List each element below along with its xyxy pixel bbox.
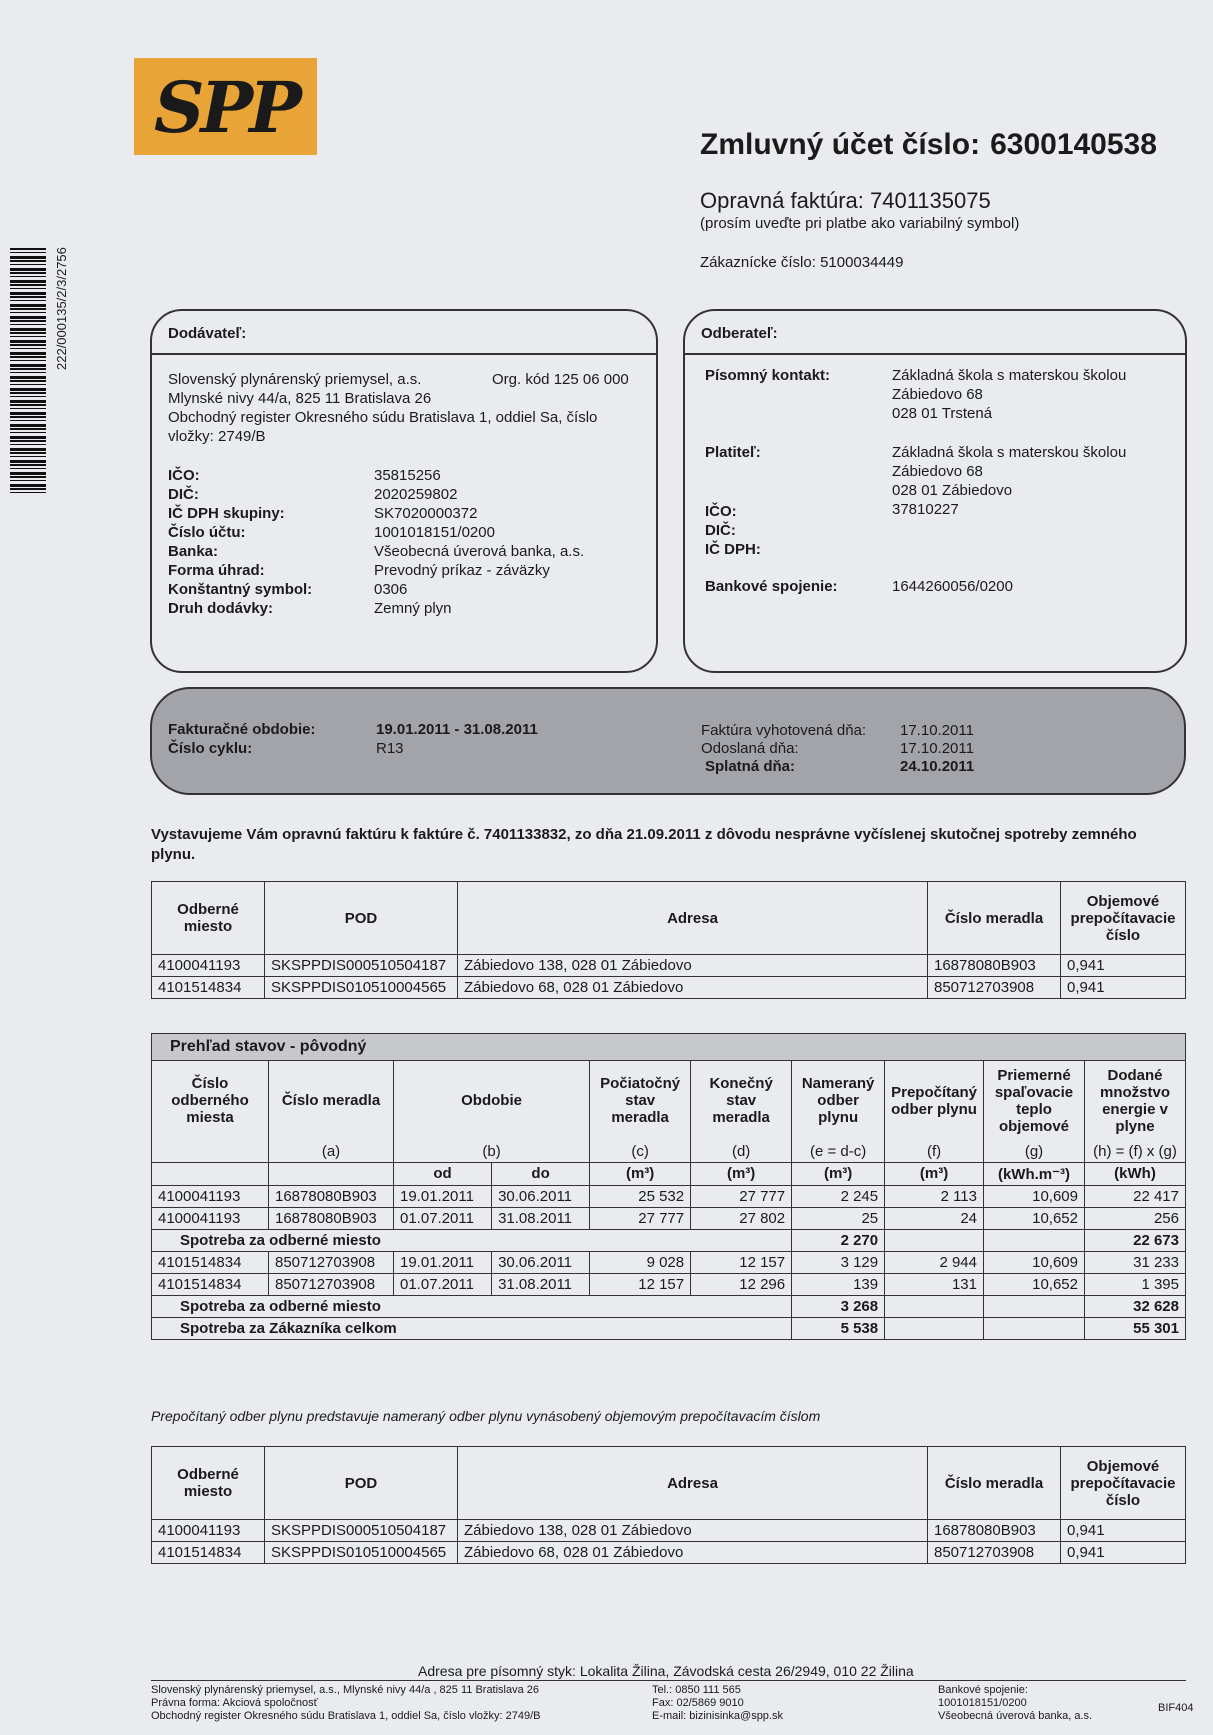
col-adresa: Adresa	[458, 1447, 928, 1520]
footer-divider	[151, 1680, 1186, 1681]
footer-contact-line: E-mail: bizinisinka@spp.sk	[652, 1710, 783, 1722]
sent-label: Odoslaná dňa:	[701, 740, 799, 757]
cell: 2 944	[885, 1251, 984, 1273]
payer-line: 028 01 Zábiedovo	[892, 482, 1013, 499]
invoice-number-line	[700, 188, 991, 214]
col-pod: POD	[265, 882, 458, 955]
supplier-field-value: 35815256	[374, 467, 441, 484]
cell: 139	[792, 1273, 885, 1295]
cell: 2 245	[792, 1185, 885, 1207]
cell: 10,609	[984, 1185, 1085, 1207]
cell: 10,652	[984, 1207, 1085, 1229]
table-row	[152, 955, 1186, 977]
cell: 850712703908	[928, 1542, 1061, 1564]
supplier-field-label: IČO:	[168, 467, 200, 484]
cell: 10,609	[984, 1251, 1085, 1273]
cell: 850712703908	[928, 977, 1061, 999]
footer-address: Adresa pre písomný styk: Lokalita Žilina, Závodská cesta 26/2949, 010 22 Žilina	[418, 1663, 914, 1679]
cycle-value: R13	[376, 740, 404, 757]
cell: Zábiedovo 138, 028 01 Zábiedovo	[458, 955, 928, 977]
cell: Zábiedovo 138, 028 01 Zábiedovo	[458, 1520, 928, 1542]
subtotal-row	[152, 1295, 1186, 1317]
unit-cell: (m³)	[792, 1162, 885, 1185]
cell: 4100041193	[152, 955, 265, 977]
cell: 01.07.2011	[394, 1207, 492, 1229]
contact-line: 028 01 Trstená	[892, 405, 993, 422]
cell: 16878080B903	[269, 1185, 394, 1207]
cell	[984, 1229, 1085, 1251]
footer-contact	[652, 1684, 783, 1723]
subtotal-energy: 32 628	[1085, 1295, 1186, 1317]
cell: 19.01.2011	[394, 1185, 492, 1207]
supplier-field-value: 2020259802	[374, 486, 458, 503]
customer-divider	[685, 353, 1185, 355]
supplier-register-2: vložky: 2749/B	[168, 428, 266, 445]
period-box	[150, 687, 1186, 795]
customer-number: 5100034449	[820, 254, 904, 271]
subtotal-label: Spotreba za odberné miesto	[152, 1229, 792, 1251]
cell: 30.06.2011	[492, 1251, 590, 1273]
supplier-field-value: Zemný plyn	[374, 600, 452, 617]
col-pociatocny: Počiatočný stav meradla	[590, 1061, 691, 1141]
cell: 256	[1085, 1207, 1186, 1229]
subtotal-label: Spotreba za odberné miesto	[152, 1295, 792, 1317]
overview-note: Prepočítaný odber plynu predstavuje nameraný odber plynu vynásobený objemovým prepočítavacím číslom	[151, 1408, 821, 1424]
footer-bank	[938, 1684, 1092, 1723]
contract-title	[700, 128, 1157, 162]
overview-letters-row	[152, 1141, 1186, 1163]
footer-code: BIF404	[1158, 1702, 1194, 1714]
contact-line: Zábiedovo 68	[892, 386, 983, 403]
cell: Zábiedovo 68, 028 01 Zábiedovo	[458, 977, 928, 999]
cell: 16878080B903	[928, 955, 1061, 977]
cell: SKSPPDIS010510004565	[265, 977, 458, 999]
cell: 27 777	[590, 1207, 691, 1229]
cell: 31.08.2011	[492, 1207, 590, 1229]
cell: SKSPPDIS000510504187	[265, 955, 458, 977]
cell: 0,941	[1061, 977, 1186, 999]
cell: 27 802	[691, 1207, 792, 1229]
col-obdobie: Obdobie	[394, 1061, 590, 1141]
overview-units-row	[152, 1162, 1186, 1185]
cell	[984, 1317, 1085, 1339]
col-prepocitany: Prepočítaný odber plynu	[885, 1061, 984, 1141]
cell: 12 296	[691, 1273, 792, 1295]
footer-bank-line: 1001018151/0200	[938, 1697, 1027, 1709]
supplier-field-value: 1001018151/0200	[374, 524, 495, 541]
unit-cell: (kWh)	[1085, 1162, 1186, 1185]
pod-table-2	[151, 1446, 1186, 1564]
bank-label: Bankové spojenie:	[705, 578, 838, 595]
cell: Zábiedovo 68, 028 01 Zábiedovo	[458, 1542, 928, 1564]
subtotal-measured: 2 270	[792, 1229, 885, 1251]
footer-left-line: Právna forma: Akciová spoločnosť	[151, 1697, 318, 1709]
sent-value: 17.10.2011	[900, 740, 974, 757]
cell: 27 777	[691, 1185, 792, 1207]
col-odberne-miesto: Odberné miesto	[152, 1447, 265, 1520]
supplier-register: Obchodný register Okresného súdu Bratislava 1, oddiel Sa, číslo	[168, 409, 598, 426]
unit-cell	[269, 1162, 394, 1185]
cell: 9 028	[590, 1251, 691, 1273]
subtotal-row	[152, 1229, 1186, 1251]
due-value: 24.10.2011	[900, 758, 975, 775]
cell: 4100041193	[152, 1185, 269, 1207]
supplier-field-value: Prevodný príkaz - záväzky	[374, 562, 550, 579]
letter-cell: (d)	[691, 1141, 792, 1163]
footer-left-line: Slovenský plynárenský priemysel, a.s., Mlynské nivy 44/a , 825 11 Bratislava 26	[151, 1684, 540, 1696]
col-konecny: Konečný stav meradla	[691, 1061, 792, 1141]
cell: 25 532	[590, 1185, 691, 1207]
from-label: od	[394, 1162, 492, 1185]
letter-cell: (a)	[269, 1141, 394, 1163]
footer-left	[151, 1684, 541, 1723]
cell: 24	[885, 1207, 984, 1229]
issued-label: Faktúra vyhotovená dňa:	[701, 722, 867, 739]
letter-cell	[152, 1141, 269, 1163]
col-dodane: Dodané množstvo energie v plyne	[1085, 1061, 1186, 1141]
intro-text: Vystavujeme Vám opravnú faktúru k faktúre č. 7401133832, zo dňa 21.09.2011 z dôvodu nesprávne vyčíslenej skutočnej spotreby zemného plynu.	[151, 826, 1137, 863]
table-row	[152, 977, 1186, 999]
overview-title: Prehľad stavov - pôvodný	[152, 1034, 1186, 1061]
cell	[984, 1295, 1085, 1317]
cell: 850712703908	[269, 1251, 394, 1273]
supplier-field-label: Konštantný symbol:	[168, 581, 313, 598]
payer-line: Základná škola s materskou školou	[892, 444, 1127, 461]
subtotal-energy: 22 673	[1085, 1229, 1186, 1251]
cycle-label: Číslo cyklu:	[168, 740, 253, 757]
cell: 19.01.2011	[394, 1251, 492, 1273]
letter-cell: (h) = (f) x (g)	[1085, 1141, 1186, 1163]
supplier-box	[150, 309, 658, 673]
cell: 4101514834	[152, 1273, 269, 1295]
customer-ico-label: IČO:	[705, 503, 737, 520]
footer-bank-line: Bankové spojenie:	[938, 1684, 1028, 1696]
overview-header-row	[152, 1061, 1186, 1141]
overview-table	[151, 1033, 1186, 1340]
letter-cell: (f)	[885, 1141, 984, 1163]
footer-contact-line: Tel.: 0850 111 565	[652, 1684, 741, 1696]
customer-title: Odberateľ:	[701, 325, 778, 342]
cell: 30.06.2011	[492, 1185, 590, 1207]
supplier-field-label: DIČ:	[168, 486, 199, 503]
table-row	[152, 1273, 1186, 1295]
table-row	[152, 1251, 1186, 1273]
supplier-field-value: SK7020000372	[374, 505, 478, 522]
cell	[885, 1317, 984, 1339]
supplier-divider	[152, 353, 656, 355]
unit-cell	[152, 1162, 269, 1185]
cell: 1 395	[1085, 1273, 1186, 1295]
logo-text: SPP	[154, 66, 298, 149]
col-odberne: Číslo odberného miesta	[152, 1061, 269, 1141]
total-energy: 55 301	[1085, 1317, 1186, 1339]
due-label: Splatná dňa:	[705, 758, 796, 775]
footer-bank-line: Všeobecná úverová banka, a.s.	[938, 1710, 1093, 1722]
cell: 131	[885, 1273, 984, 1295]
total-row	[152, 1317, 1186, 1339]
table-header-row	[152, 1447, 1186, 1520]
supplier-field-label: Forma úhrad:	[168, 562, 265, 579]
letter-cell: (c)	[590, 1141, 691, 1163]
customer-label: Zákaznícke číslo:	[700, 254, 816, 271]
pod-table	[151, 881, 1186, 999]
period-value: 19.01.2011 - 31.08.2011	[376, 721, 538, 738]
col-adresa: Adresa	[458, 882, 928, 955]
customer-ico-value: 37810227	[892, 501, 959, 518]
cell: 16878080B903	[928, 1520, 1061, 1542]
cell: 31 233	[1085, 1251, 1186, 1273]
issued-value: 17.10.2011	[900, 722, 974, 739]
invoice-number: 7401135075	[870, 188, 991, 213]
cell: 25	[792, 1207, 885, 1229]
payer-label: Platiteľ:	[705, 444, 761, 461]
unit-cell: (m³)	[885, 1162, 984, 1185]
contact-label: Písomný kontakt:	[705, 367, 831, 384]
barcode	[10, 248, 46, 493]
customer-dic-label: DIČ:	[705, 522, 736, 539]
cell: 4101514834	[152, 977, 265, 999]
customer-icdph-label: IČ DPH:	[705, 541, 761, 558]
col-odberne-miesto: Odberné miesto	[152, 882, 265, 955]
cell: SKSPPDIS000510504187	[265, 1520, 458, 1542]
cell: SKSPPDIS010510004565	[265, 1542, 458, 1564]
table-row	[152, 1207, 1186, 1229]
table-header-row	[152, 882, 1186, 955]
col-cislo-meradla: Číslo meradla	[928, 882, 1061, 955]
letter-cell: (e = d-c)	[792, 1141, 885, 1163]
contract-label: Zmluvný účet číslo:	[700, 128, 981, 161]
supplier-field-value: 0306	[374, 581, 408, 598]
col-pod: POD	[265, 1447, 458, 1520]
overview-title-row	[152, 1034, 1186, 1061]
cell: 4100041193	[152, 1520, 265, 1542]
cell: 0,941	[1061, 955, 1186, 977]
col-objemove: Objemové prepočítavacie číslo	[1061, 1447, 1186, 1520]
col-namerany: Nameraný odber plynu	[792, 1061, 885, 1141]
table-row	[152, 1542, 1186, 1564]
barcode-text: 222/000135/2/3/2756	[54, 247, 69, 370]
subtotal-measured: 3 268	[792, 1295, 885, 1317]
letter-cell: (g)	[984, 1141, 1085, 1163]
cell: 0,941	[1061, 1542, 1186, 1564]
col-meradlo: Číslo meradla	[269, 1061, 394, 1141]
unit-cell: (m³)	[691, 1162, 792, 1185]
invoice-label: Opravná faktúra:	[700, 188, 864, 213]
col-objemove: Objemové prepočítavacie číslo	[1061, 882, 1186, 955]
cell: 850712703908	[269, 1273, 394, 1295]
supplier-field-label: IČ DPH skupiny:	[168, 505, 285, 522]
cell: 0,941	[1061, 1520, 1186, 1542]
col-cislo-meradla: Číslo meradla	[928, 1447, 1061, 1520]
cell: 22 417	[1085, 1185, 1186, 1207]
total-measured: 5 538	[792, 1317, 885, 1339]
cell: 4101514834	[152, 1251, 269, 1273]
supplier-field-value: Všeobecná úverová banka, a.s.	[374, 543, 585, 560]
unit-cell: (m³)	[590, 1162, 691, 1185]
cell: 01.07.2011	[394, 1273, 492, 1295]
col-priemerne: Priemerné spaľovacie teplo objemové	[984, 1061, 1085, 1141]
contact-line: Základná škola s materskou školou	[892, 367, 1127, 384]
cell: 2 113	[885, 1185, 984, 1207]
cell: 16878080B903	[269, 1207, 394, 1229]
invoice-note: (prosím uveďte pri platbe ako variabilný symbol)	[700, 215, 1020, 232]
cell: 4100041193	[152, 1207, 269, 1229]
cell: 3 129	[792, 1251, 885, 1273]
cell: 4101514834	[152, 1542, 265, 1564]
bank-value: 1644260056/0200	[892, 578, 1013, 595]
supplier-field-label: Druh dodávky:	[168, 600, 274, 617]
cell	[885, 1295, 984, 1317]
customer-number-line	[700, 254, 904, 271]
supplier-name: Slovenský plynárenský priemysel, a.s.	[168, 371, 422, 388]
cell: 31.08.2011	[492, 1273, 590, 1295]
supplier-field-label: Číslo účtu:	[168, 524, 246, 541]
supplier-org-code: Org. kód 125 06 000	[492, 371, 629, 388]
supplier-field-label: Banka:	[168, 543, 219, 560]
unit-cell: (kWh.m⁻³)	[984, 1162, 1085, 1185]
letter-cell: (b)	[394, 1141, 590, 1163]
supplier-title: Dodávateľ:	[168, 325, 247, 342]
table-row	[152, 1185, 1186, 1207]
to-label: do	[492, 1162, 590, 1185]
customer-box	[683, 309, 1187, 673]
supplier-address: Mlynské nivy 44/a, 825 11 Bratislava 26	[168, 390, 432, 407]
contract-number: 6300140538	[990, 128, 1157, 161]
table-row	[152, 1520, 1186, 1542]
cell	[885, 1229, 984, 1251]
cell: 10,652	[984, 1273, 1085, 1295]
total-label: Spotreba za Zákazníka celkom	[152, 1317, 792, 1339]
period-label: Fakturačné obdobie:	[168, 721, 316, 738]
cell: 12 157	[590, 1273, 691, 1295]
cell: 12 157	[691, 1251, 792, 1273]
footer-contact-line: Fax: 02/5869 9010	[652, 1697, 744, 1709]
payer-line: Zábiedovo 68	[892, 463, 983, 480]
spp-logo	[134, 58, 317, 155]
footer-left-line: Obchodný register Okresného súdu Bratislava 1, oddiel Sa, číslo vložky: 2749/B	[151, 1710, 541, 1722]
